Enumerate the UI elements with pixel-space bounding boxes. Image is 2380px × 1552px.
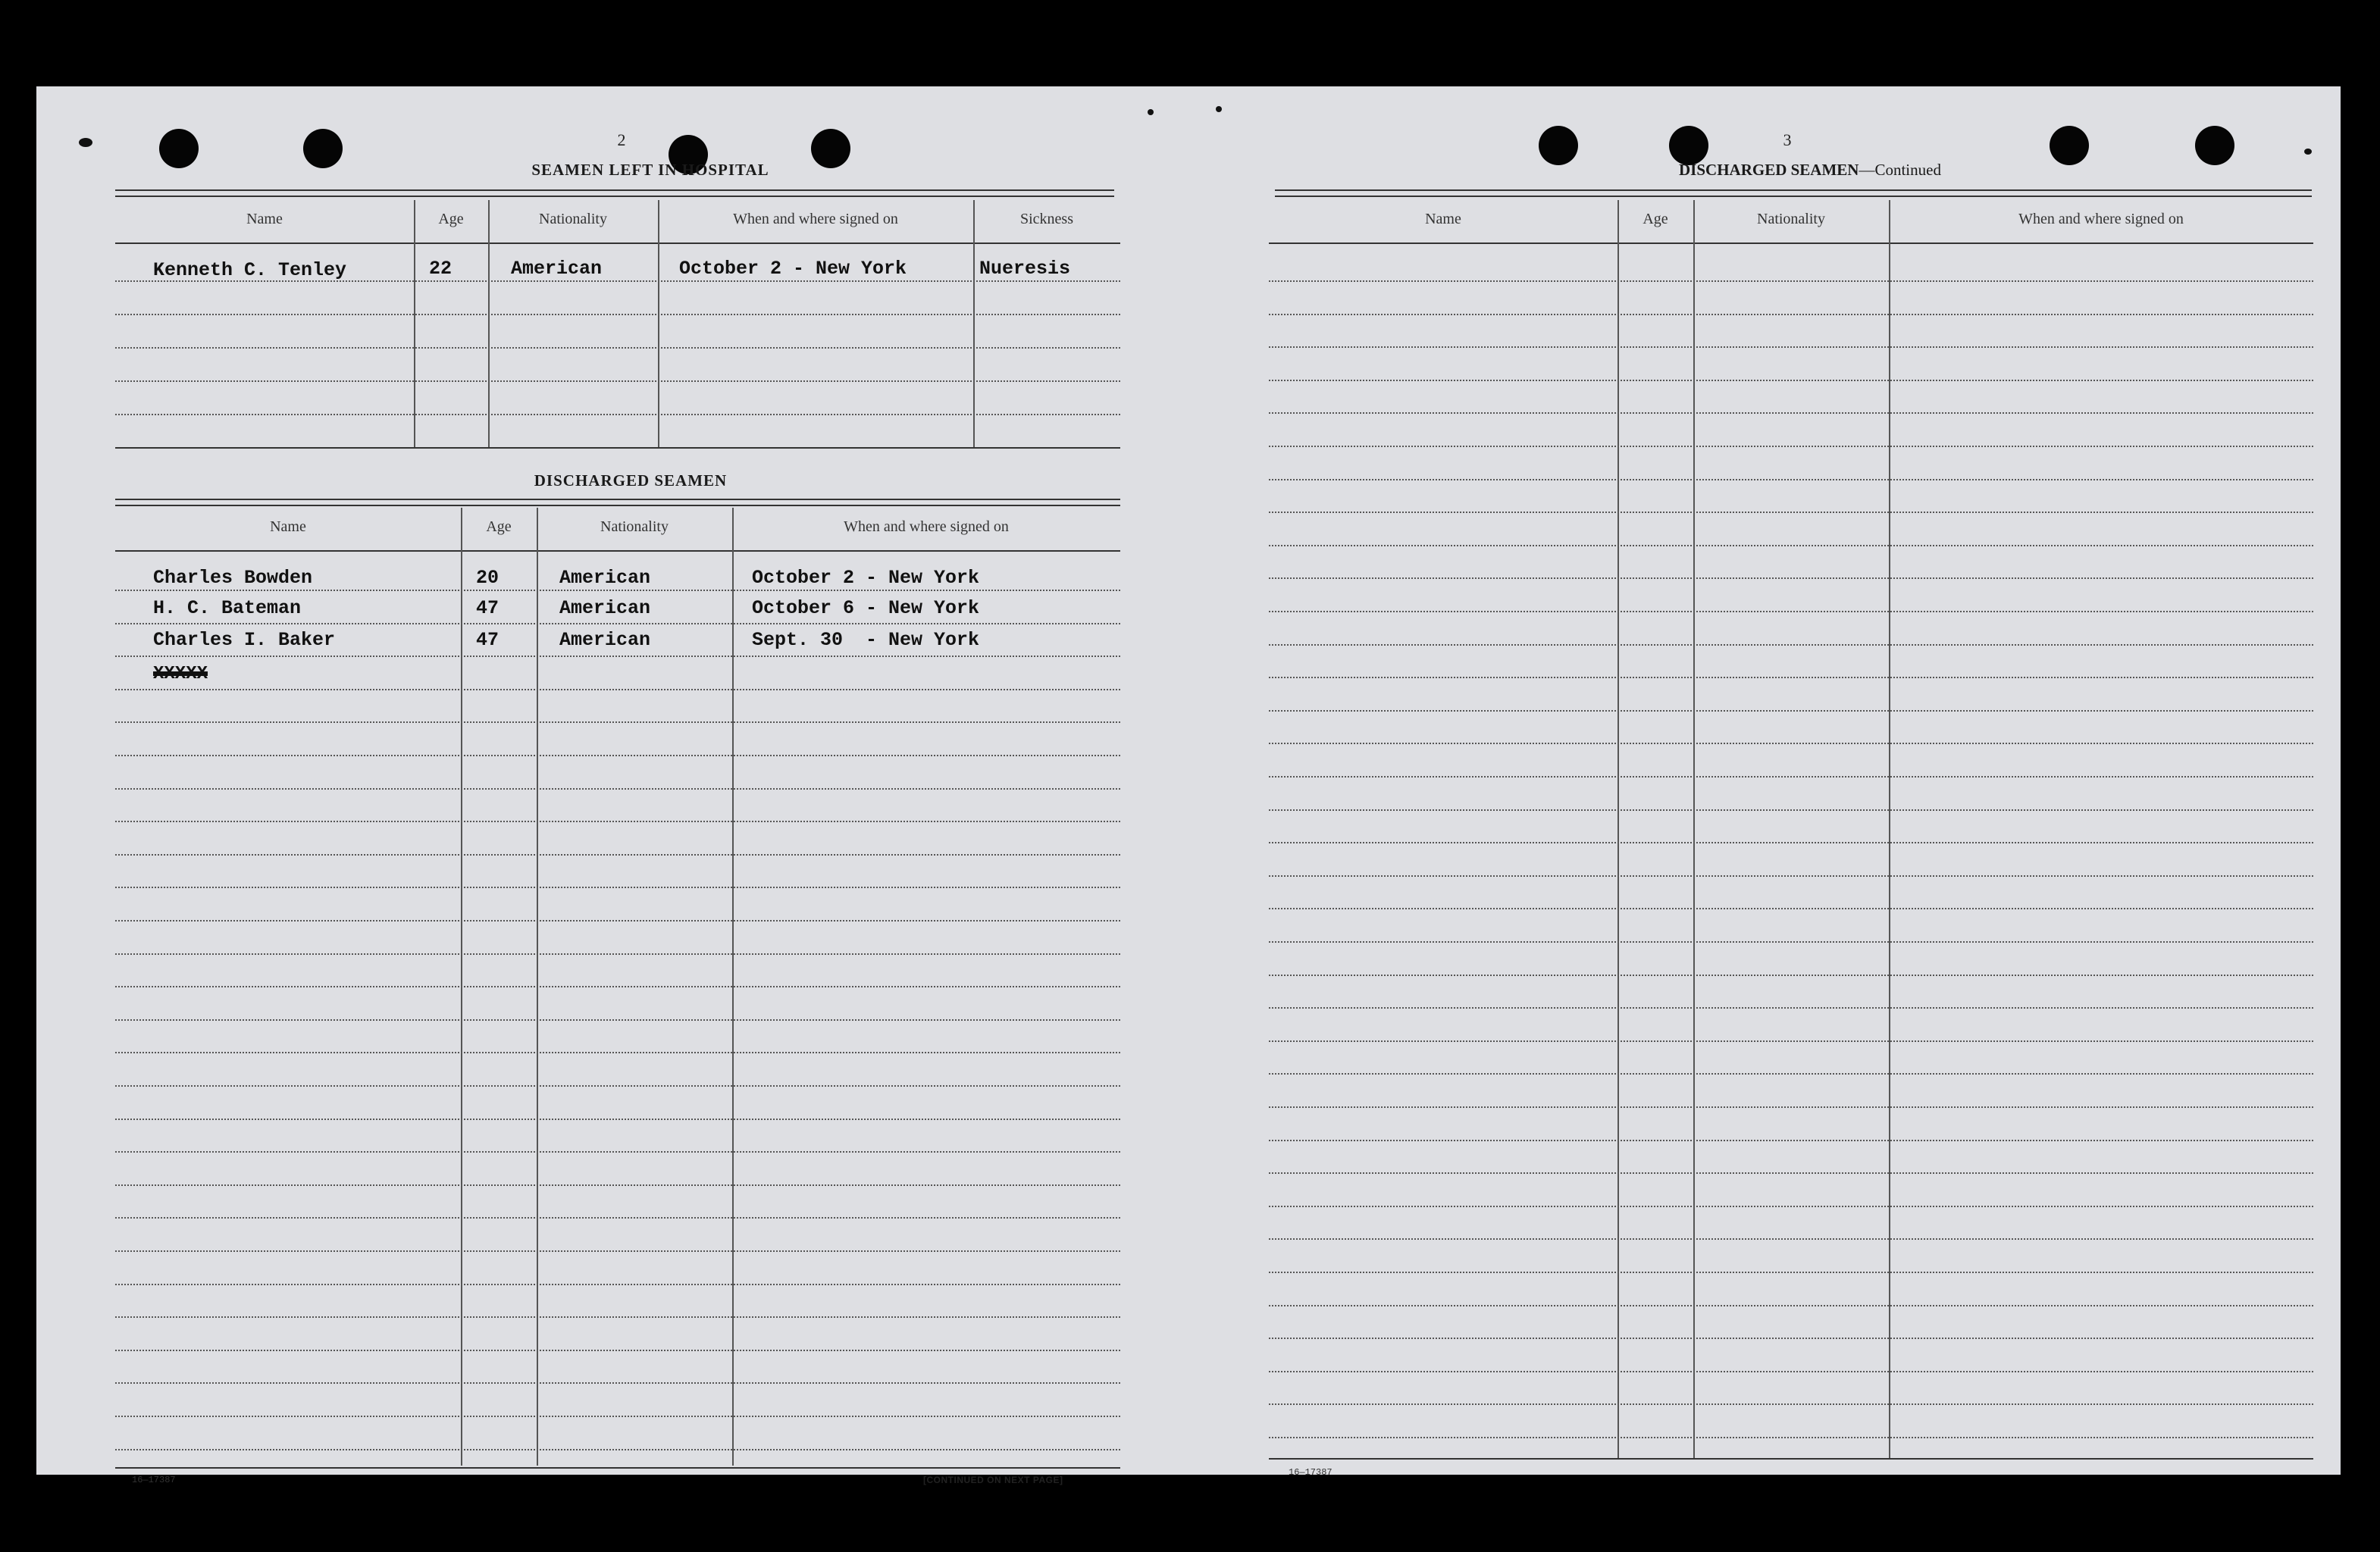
hospital-section-title: SEAMEN LEFT IN HOSPITAL	[531, 161, 769, 179]
row-line	[115, 347, 1120, 349]
row-line	[1269, 446, 2313, 447]
row-line	[115, 953, 1120, 955]
discharged-age-2: 47	[476, 597, 499, 619]
row-line	[115, 854, 1120, 856]
row-line	[115, 1382, 1120, 1384]
row-line	[1269, 512, 2313, 513]
row-line	[115, 656, 1120, 657]
row-line	[1269, 644, 2313, 646]
row-line	[115, 986, 1120, 987]
hospital-top-rule	[115, 189, 1114, 197]
hospital-header-rule	[115, 242, 1120, 244]
column-divider	[1693, 200, 1695, 1458]
row-line	[1269, 346, 2313, 348]
row-line	[115, 1350, 1120, 1351]
row-line	[1269, 743, 2313, 744]
ink-speck	[79, 138, 92, 147]
hospital-bottom-rule	[115, 447, 1120, 449]
col-header-name: Name	[246, 211, 283, 227]
row-line	[1269, 1073, 2313, 1075]
discharged-signed-on-3: Sept. 30 - New York	[752, 629, 980, 651]
discharged-name-3: Charles I. Baker	[153, 629, 336, 651]
page-number: 2	[617, 130, 626, 149]
row-line	[1269, 1338, 2313, 1339]
column-divider	[488, 200, 490, 447]
row-line	[1269, 380, 2313, 381]
col-header-signed-on: When and where signed on	[844, 518, 1009, 535]
row-line	[115, 1284, 1120, 1285]
title-main: DISCHARGED SEAMEN	[1679, 161, 1859, 179]
row-line	[1269, 545, 2313, 546]
right-top-rule	[1275, 189, 2312, 197]
row-line	[115, 1052, 1120, 1053]
row-line	[1269, 1371, 2313, 1372]
form-number: 16—17387	[132, 1475, 176, 1485]
row-line	[1269, 1238, 2313, 1240]
discharged-section-title: DISCHARGED SEAMEN	[534, 471, 728, 490]
row-line	[115, 1085, 1120, 1087]
col-header-signed-on: When and where signed on	[2018, 211, 2184, 227]
continued-note: [CONTINUED ON NEXT PAGE]	[923, 1475, 1063, 1485]
row-line	[1269, 611, 2313, 612]
row-line	[115, 755, 1120, 756]
discharged-top-rule	[115, 499, 1120, 506]
row-line	[1269, 1172, 2313, 1174]
hospital-signed-on: October 2 - New York	[679, 258, 907, 280]
punch-hole	[2050, 126, 2089, 165]
discharged-nationality-3: American	[559, 629, 651, 651]
discharged-continued-title	[1583, 161, 2037, 180]
col-header-nationality: Nationality	[1757, 211, 1825, 227]
col-header-age: Age	[438, 211, 464, 227]
row-line	[115, 689, 1120, 690]
row-line	[1269, 1040, 2313, 1042]
discharged-age-1: 20	[476, 567, 499, 589]
row-line	[115, 1316, 1120, 1318]
col-header-sickness: Sickness	[1020, 211, 1073, 227]
row-line	[1269, 412, 2313, 414]
row-line	[1269, 479, 2313, 480]
right-header-rule	[1269, 242, 2313, 244]
title-suffix: —Continued	[1859, 161, 1941, 179]
col-header-nationality: Nationality	[539, 211, 607, 227]
discharged-bottom-rule	[115, 1467, 1120, 1469]
row-line	[1269, 908, 2313, 909]
col-header-name: Name	[1425, 211, 1461, 227]
col-header-nationality: Nationality	[600, 518, 669, 535]
document-paper	[36, 86, 2341, 1485]
ink-speck	[1148, 109, 1154, 115]
punch-hole	[1539, 126, 1578, 165]
punch-hole	[1669, 126, 1708, 165]
discharged-name-1: Charles Bowden	[153, 567, 313, 589]
row-line	[115, 314, 1120, 315]
row-line	[115, 920, 1120, 922]
row-line	[115, 821, 1120, 822]
row-line	[1269, 1437, 2313, 1438]
row-line	[1269, 280, 2313, 282]
row-line	[1269, 1272, 2313, 1273]
column-divider	[1889, 200, 1890, 1458]
column-divider	[1617, 200, 1619, 1458]
row-line	[1269, 577, 2313, 579]
struck-out-entry: XXXXX	[153, 664, 208, 684]
row-line	[1269, 975, 2313, 976]
discharged-name-2: H. C. Bateman	[153, 597, 302, 619]
form-number: 16—17387	[1289, 1467, 1332, 1478]
row-line	[1269, 710, 2313, 712]
hospital-nationality: American	[511, 258, 603, 280]
row-line	[115, 1184, 1120, 1186]
row-line	[115, 1250, 1120, 1252]
row-line	[1269, 875, 2313, 877]
discharged-nationality-1: American	[559, 567, 651, 589]
row-line	[1269, 1106, 2313, 1108]
discharged-signed-on-2: October 6 - New York	[752, 597, 980, 619]
punch-hole	[303, 129, 343, 168]
hospital-name: Kenneth C. Tenley	[153, 259, 347, 281]
row-line	[115, 887, 1120, 888]
row-line	[1269, 314, 2313, 315]
row-line	[1269, 941, 2313, 943]
column-divider	[658, 200, 659, 447]
hospital-sickness: Nueresis	[979, 258, 1071, 280]
col-header-signed-on: When and where signed on	[733, 211, 898, 227]
row-line	[1269, 776, 2313, 778]
row-line	[115, 590, 1120, 591]
discharged-header-rule	[115, 550, 1120, 552]
row-line	[1269, 809, 2313, 811]
row-line	[115, 380, 1120, 382]
discharged-signed-on-1: October 2 - New York	[752, 567, 980, 589]
row-line	[1269, 677, 2313, 678]
row-line	[115, 721, 1120, 723]
row-line	[115, 1119, 1120, 1120]
column-divider	[973, 200, 975, 447]
col-header-age: Age	[486, 518, 512, 535]
row-line	[1269, 1140, 2313, 1141]
row-line	[1269, 842, 2313, 843]
row-line	[115, 1217, 1120, 1219]
discharged-age-3: 47	[476, 629, 499, 651]
punch-hole	[2195, 126, 2234, 165]
row-line	[115, 788, 1120, 790]
row-line	[115, 1449, 1120, 1450]
punch-hole	[159, 129, 199, 168]
page-number: 3	[1783, 130, 1792, 149]
row-line	[115, 1151, 1120, 1153]
row-line	[115, 623, 1120, 624]
row-line	[115, 1019, 1120, 1021]
row-line	[115, 1416, 1120, 1417]
row-line	[115, 414, 1120, 415]
row-line	[1269, 1206, 2313, 1207]
row-line	[1269, 1007, 2313, 1009]
col-header-name: Name	[270, 518, 306, 535]
row-line	[1269, 1305, 2313, 1306]
col-header-age: Age	[1643, 211, 1668, 227]
discharged-nationality-2: American	[559, 597, 651, 619]
row-line	[1269, 1403, 2313, 1405]
right-bottom-rule	[1269, 1458, 2313, 1460]
ink-speck	[1216, 106, 1222, 112]
ink-speck	[2304, 149, 2312, 155]
column-divider	[414, 200, 415, 447]
hospital-age: 22	[429, 258, 453, 280]
